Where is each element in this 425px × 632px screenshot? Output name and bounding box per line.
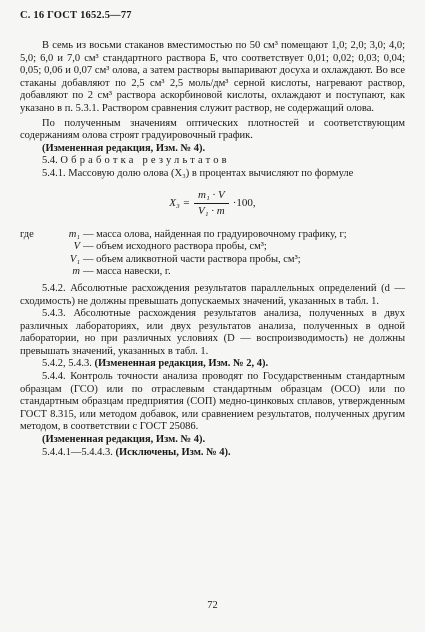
edit-note: (Измененная редакция, Изм. № 4). bbox=[42, 142, 206, 154]
section-heading bbox=[20, 155, 405, 168]
definition-symbol: m₁ bbox=[68, 228, 80, 240]
formula bbox=[20, 181, 405, 227]
definition-text: — объем исходного раствора пробы, см³; bbox=[83, 241, 267, 253]
document-body bbox=[20, 40, 405, 459]
section-number: 5.4. bbox=[42, 155, 58, 167]
definition-symbol: m bbox=[72, 266, 80, 278]
definition-row bbox=[20, 266, 405, 279]
excluded-note: (Исключены, Изм. № 4). bbox=[115, 446, 231, 458]
definition-row bbox=[20, 241, 405, 254]
edit-note-prefix: 5.4.2, 5.4.3. bbox=[42, 358, 92, 370]
definition-text: — масса навески, г. bbox=[83, 266, 171, 278]
paragraph-5-4-4: 5.4.4. Контроль точности анализа проводят по Государственным стандартным образцам (ГСО) или по отраслевым стандартным образцам (ОСО) или по стандартным образцам предприятия (СОП) медно-цинковых сплавов, утвержденным ГОСТ 8.315, или методом добавок, или сравнением результатов, полученных другим методом, в соответствии с ГОСТ 25086. bbox=[20, 371, 405, 433]
definition-symbol: V₁ bbox=[69, 253, 80, 265]
definitions-list bbox=[20, 229, 405, 279]
definition-symbol: V bbox=[73, 241, 80, 253]
definition-row bbox=[20, 229, 405, 242]
formula-fraction bbox=[194, 189, 229, 217]
paragraph-5-4-1: 5.4.1. Массовую долю олова (X₃) в процентах вычисляют по формуле bbox=[42, 167, 354, 179]
formula-numerator: m₁ · V bbox=[194, 189, 229, 204]
where-label: где bbox=[20, 228, 34, 240]
excluded-prefix: 5.4.4.1—5.4.4.3. bbox=[42, 446, 113, 458]
definition-text: — объем аликвотной части раствора пробы, см³; bbox=[83, 253, 301, 265]
paragraph-calibration-procedure: В семь из восьми стаканов вместимостью по 50 см³ помещают 1,0; 2,0; 3,0; 4,0; 5,0; 6,0 и 7,0 см³ стандартного раствора Б, что соответствует 0,01; 0,02; 0,03; 0,04; 0,05; 0,06 и 0,07 см³ олова, а затем растворы выпаривают досуха и охлаждают. Во все стаканы добавляют по 2,5 см³ 2,5 моль/дм³ серной кислоты, нагревают раствор, добавляют по 2 см³ раствора аскорбиновой кислоты, охлаждают и поступают, как указано в п. 5.3.1. Раствором сравнения служит раствор, не содержащий олова. bbox=[20, 40, 405, 114]
formula-lhs: X₃ = bbox=[169, 197, 191, 210]
paragraph-5-4-2: 5.4.2. Абсолютные расхождения результатов параллельных определений (d — сходимость) не должны превышать допускаемых значений, указанных в табл. 1. bbox=[20, 282, 405, 307]
paragraph-5-4-3: 5.4.3. Абсолютные расхождения результатов анализа, полученных в двух различных лабораториях, или двух результатов анализа, полученных в одной лаборатории, но при различных условиях (D — воспроизводимость) не должны превышать значений, указанных в табл. 1. bbox=[20, 308, 405, 357]
formula-tail: ·100, bbox=[232, 197, 256, 210]
edit-note-combined bbox=[20, 358, 405, 371]
edit-note: (Измененная редакция, Изм. № 2, 4). bbox=[94, 358, 269, 370]
definition-text: — масса олова, найденная по градуировочному графику, г; bbox=[83, 228, 347, 240]
page-number: 72 bbox=[207, 600, 218, 611]
page-header: С. 16 ГОСТ 1652.5—77 bbox=[20, 10, 132, 21]
section-title: Обработка результатов bbox=[60, 155, 230, 167]
definition-row bbox=[20, 254, 405, 267]
formula-denominator: V₁ · m bbox=[198, 205, 225, 218]
edit-note: (Измененная редакция, Изм. № 4). bbox=[42, 434, 206, 446]
paragraph-calibration-graph: По полученным значениям оптических плотностей и соответствующим содержаниям олова строят градуировочный график. bbox=[20, 117, 405, 142]
excluded-note-line bbox=[20, 447, 405, 460]
